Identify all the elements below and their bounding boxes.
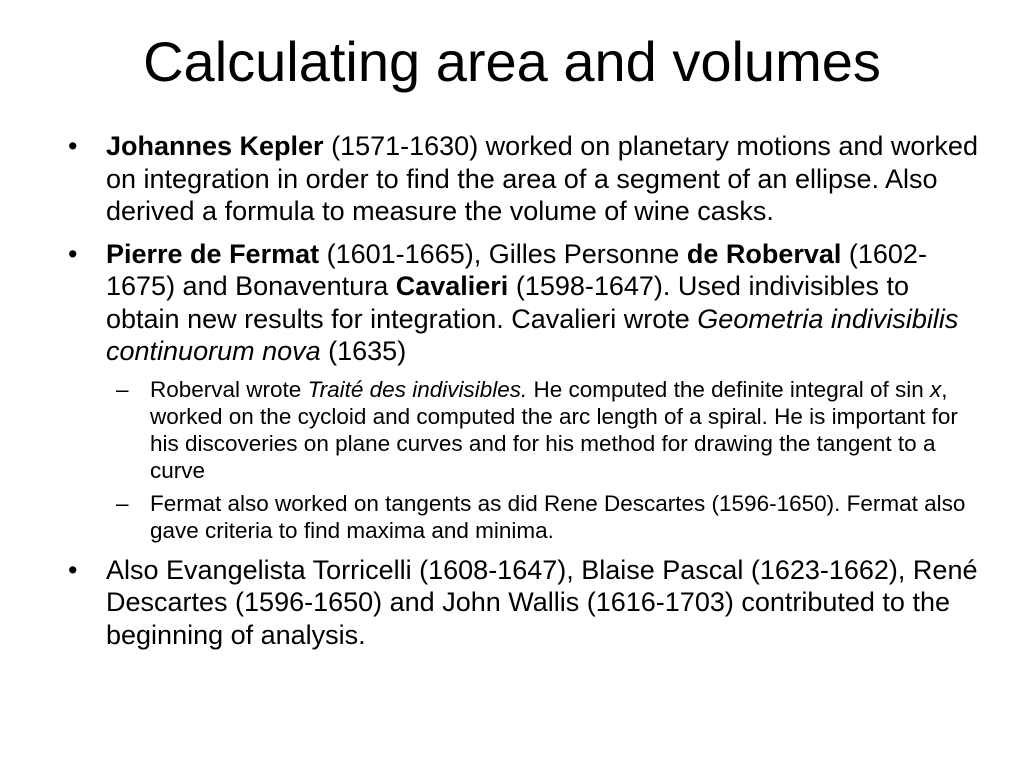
name-fermat: Pierre de Fermat xyxy=(106,238,320,269)
name-cavalieri: Cavalieri xyxy=(395,271,509,301)
slide-title: Calculating area and volumes xyxy=(143,30,881,93)
fermat-dates: (1601-1665), Gilles Personne xyxy=(319,238,687,269)
roberval-dates: (1602-1675) and Bonaventura xyxy=(106,238,927,301)
others-text: Also Evangelista Torricelli (1608-1647), Blaise Pascal (1623-1662), René Descartes (1596-1650) and John Wallis (1616-1703) contributed to the beginning of analysis. xyxy=(106,554,978,650)
bullet-kepler xyxy=(62,130,982,228)
bullet-fermat-roberval-cavalieri xyxy=(62,238,982,544)
book-title-geometria: Geometria indivisibilis continuorum nova xyxy=(106,303,959,366)
dash-icon: – xyxy=(116,376,129,402)
book-title-traite: Traité des indivisibles. xyxy=(307,376,528,402)
roberval-rest: , worked on the cycloid and computed the arc length of a spiral. He is important for his discoveries on plane curves and for his method for drawing the tangent to a curve xyxy=(150,376,958,483)
bullet-icon: • xyxy=(68,554,78,585)
bullet-list xyxy=(62,130,982,651)
dash-icon: – xyxy=(116,490,129,516)
variable-x: x xyxy=(930,376,942,402)
bullet-others xyxy=(62,554,982,652)
name-roberval: de Roberval xyxy=(686,238,842,269)
cavalieri-description: (1598-1647). Used indivisibles to obtain new results for integration. Cavalieri wrote xyxy=(106,271,910,334)
sub-bullet-roberval xyxy=(106,376,982,484)
kepler-description: (1571-1630) worked on planetary motions and worked on integration in order to find the area of a segment of an ellipse. Also derived a formula to measure the volume of wine casks. xyxy=(106,131,978,226)
fermat-tangents-text: Fermat also worked on tangents as did Rene Descartes (1596-1650). Fermat also gave criteria to find maxima and minima. xyxy=(150,490,966,543)
bullet-icon: • xyxy=(68,131,78,161)
sub-bullet-list xyxy=(106,376,982,544)
roberval-wrote: Roberval wrote xyxy=(150,376,308,402)
bullet-icon: • xyxy=(68,238,78,269)
sub-bullet-fermat-tangents xyxy=(106,490,982,544)
geometria-year: (1635) xyxy=(320,336,407,366)
name-kepler: Johannes Kepler xyxy=(106,131,324,161)
slide-content xyxy=(62,130,982,661)
roberval-computed: He computed the definite integral of sin xyxy=(527,376,930,402)
